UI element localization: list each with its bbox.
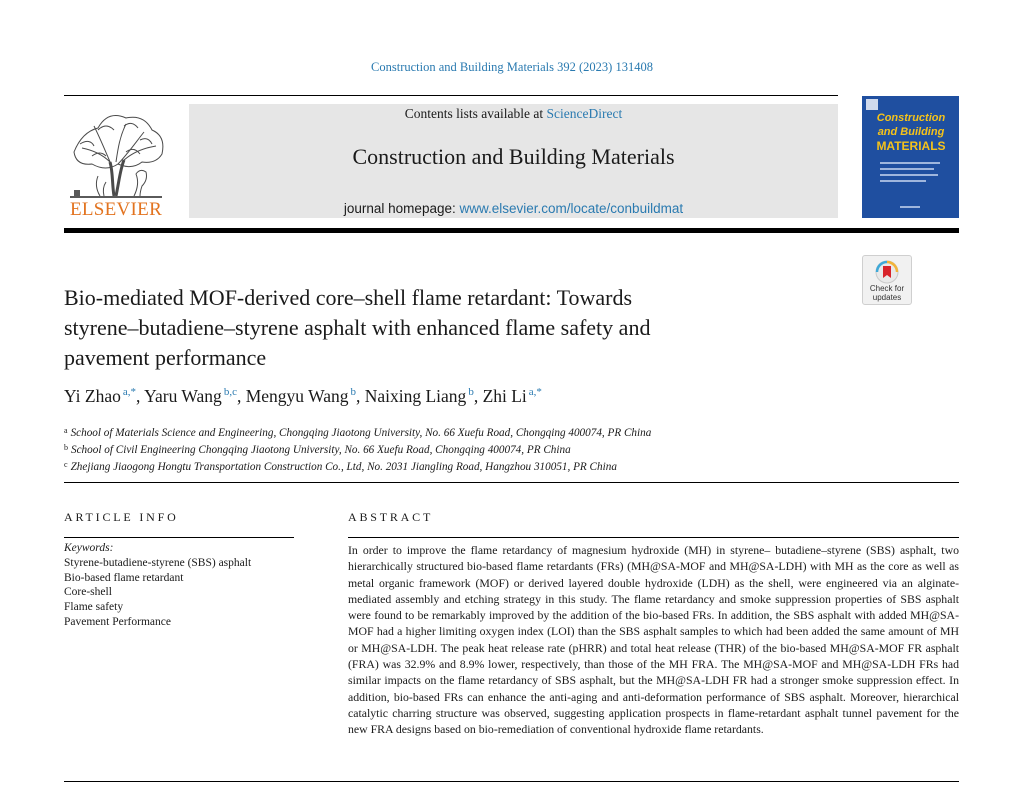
author-name[interactable]: Naixing Liang	[364, 386, 467, 406]
affiliations	[64, 424, 864, 474]
check-for-updates-badge[interactable]	[862, 255, 912, 305]
affiliation-item	[64, 458, 864, 475]
cover-text-line	[880, 162, 940, 164]
affiliation-text: School of Materials Science and Engineering, Chongqing Jiaotong University, No. 66 Xuefu Road, Chongqing 400074, PR China	[70, 427, 652, 439]
keyword-item: Core-shell	[64, 586, 112, 599]
abstract-text: In order to improve the flame retardancy of magnesium hydroxide (MH) in styrene– butadiene–styrene (SBS) asphalt, two hierarchically structured bio-based flame retardants (FRs) (MH@SA-MOF and MH@SA-LDH) with MH as the core as well as metal organic framework (MOF) or derived layered double hydroxide (LDH) as the shell, were engineered via an alginate-mediated assembly and etching strategy in this study. The flame retardancy and smoke suppression properties of SBS asphalt were found to be remarkably improved by the addition of the bio-based FRs. In addition, the SBS asphalt with added MH@SA-MOF had a higher limiting oxygen index (LOI) than the SBS asphalt samples to which had been added the same amount of MH or MH@SA-LDH. The peak heat release rate (pHRR) and total heat release (THR) of the bio-based MH@SA-MOF FR asphalt (FRA) was 32.9% and 8.9% lower, respectively, than those of the MH FRA. The MH@SA-MOF and MH@SA-LDH FRs had similar impacts on the flame retardancy of SBS asphalt, but the MH@SA-LDH FR had a stronger smoke suppression effect. In addition, bio-based FRs can enhance the anti-aging and anti-deformation performance of SBS asphalt. Moreover, hierarchical catalytic charring structure was observed, suggesting application prospects in flame-retardant asphalt tunnel pavement for the new FRA designs based on bio-remediation of conventional hydroxide flame retardants.	[348, 543, 959, 737]
homepage-link[interactable]: www.elsevier.com/locate/conbuildmat	[459, 201, 684, 216]
masthead-rule	[64, 228, 959, 233]
article-title-line: pavement performance	[64, 345, 267, 370]
author-marks[interactable]: b,c	[223, 386, 237, 398]
author-name[interactable]: Yaru Wang	[144, 386, 222, 406]
badge-text	[863, 284, 911, 302]
author-marks[interactable]: a,*	[122, 386, 137, 398]
article-title	[64, 283, 824, 373]
keyword-item: Bio-based flame retardant	[64, 571, 184, 584]
cover-text-line	[880, 168, 934, 170]
header-rule	[64, 95, 838, 96]
publisher-name: ELSEVIER	[69, 199, 163, 220]
homepage-prefix: journal homepage:	[343, 201, 460, 216]
journal-cover[interactable]	[862, 96, 959, 218]
cover-text-line	[880, 180, 926, 182]
author-name[interactable]: Yi Zhao	[64, 386, 121, 406]
author-name[interactable]: Mengyu Wang	[245, 386, 349, 406]
contents-prefix: Contents lists available at	[404, 106, 547, 121]
author-marks[interactable]: a,*	[528, 386, 542, 398]
section-rule	[64, 482, 959, 483]
cover-title-line1: Construction	[876, 112, 946, 124]
author-marks[interactable]: b	[468, 386, 474, 398]
article-info-rule	[64, 537, 294, 538]
affiliation-text: School of Civil Engineering Chongqing Jiaotong University, No. 66 Xuefu Road, Chongqing 400074, PR China	[71, 443, 571, 456]
author-list: Yi Zhao $^{a,*}$, Yaru Wang $^{b,c}$, Mengyu Wang $^b$, Naixing Liang $^b$, Zhi Li $^{a,*}$	[64, 386, 542, 406]
footer-rule	[64, 781, 959, 782]
article-title-line: styrene–butadiene–styrene asphalt with enhanced flame safety and	[64, 315, 651, 340]
badge-line2: updates	[872, 293, 902, 302]
keywords-block	[64, 541, 334, 630]
cover-publisher-logo	[866, 99, 878, 110]
cover-title	[866, 111, 956, 153]
badge-line1: Check for	[869, 284, 905, 293]
contents-line	[189, 106, 838, 122]
article-title-line: Bio-mediated MOF-derived core–shell flame retardant: Towards	[64, 285, 633, 310]
affiliation-mark: c	[64, 459, 68, 469]
affiliation-item	[64, 441, 864, 458]
cover-text-line	[900, 206, 920, 208]
sciencedirect-link[interactable]: ScienceDirect	[546, 106, 623, 121]
cover-title-line3: MATERIALS	[876, 139, 946, 153]
homepage-line	[189, 201, 838, 216]
journal-citation[interactable]: Construction and Building Materials 392 (2023) 131408	[371, 60, 653, 74]
cover-text-line	[880, 174, 938, 176]
keywords-label: Keywords:	[64, 542, 114, 554]
affiliation-text: Zhejiang Jiaogong Hongtu Transportation Construction Co., Ltd, No. 2031 Jiangling Road, Hangzhou 310051, PR China	[70, 460, 617, 473]
bookmark-check-icon	[875, 260, 899, 284]
author-marks[interactable]: b	[350, 386, 356, 398]
affiliation-item	[64, 424, 864, 441]
abstract-rule	[348, 537, 959, 538]
keyword-item: Styrene-butadiene-styrene (SBS) asphalt	[64, 556, 252, 569]
author-name[interactable]: Zhi Li	[482, 386, 527, 406]
journal-title: Construction and Building Materials	[352, 144, 675, 169]
cover-title-line2: and Building	[877, 126, 945, 138]
keyword-item: Flame safety	[64, 601, 124, 614]
affiliation-mark: b	[64, 442, 68, 452]
affiliation-mark: a	[64, 426, 68, 435]
article-info-heading: ARTICLE INFO	[64, 510, 179, 524]
abstract-heading: ABSTRACT	[348, 510, 434, 524]
keyword-item: Pavement Performance	[64, 615, 171, 628]
